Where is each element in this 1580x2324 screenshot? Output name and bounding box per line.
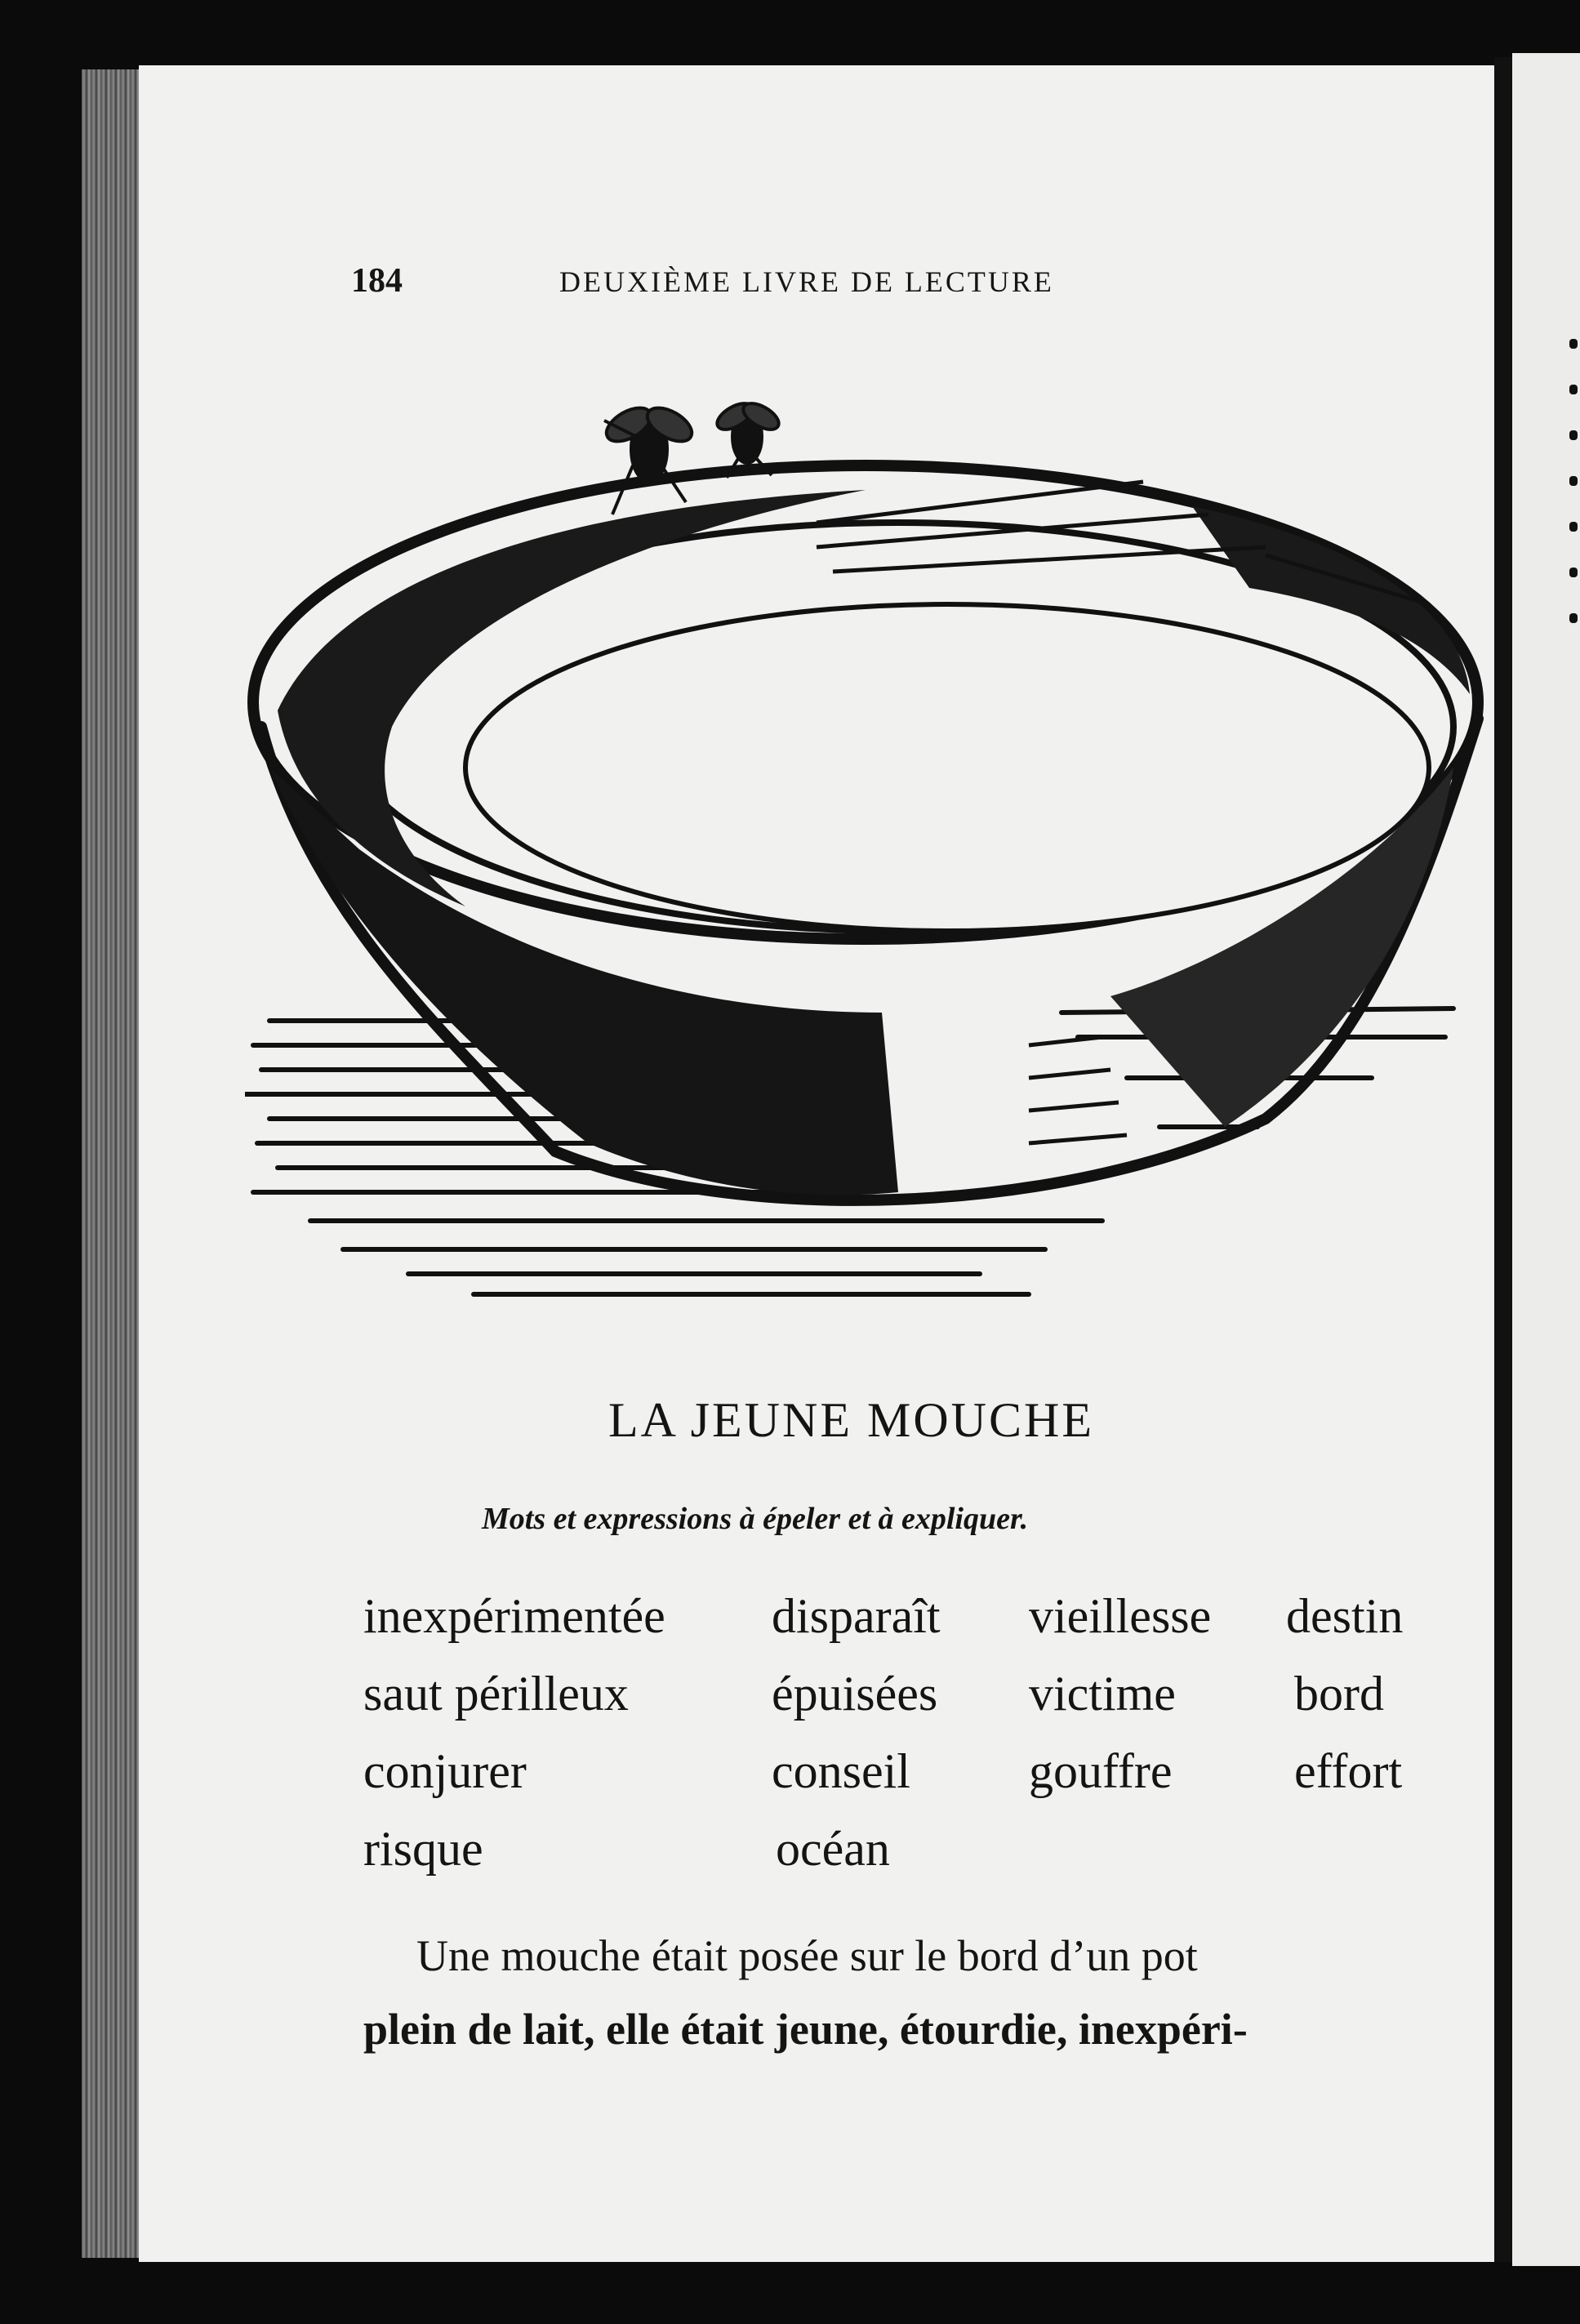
bowl-of-milk-with-two-flies-icon: [245, 343, 1502, 1323]
vocab-word: vieillesse: [1029, 1589, 1212, 1643]
vocab-word: bord: [1294, 1667, 1384, 1721]
vocabulary-list: [363, 1588, 1441, 1931]
vocab-word: disparaît: [772, 1589, 941, 1643]
facing-page-text-fragments: [1569, 339, 1578, 659]
vocab-word: gouffre: [1029, 1744, 1173, 1798]
vocab-word: risque: [363, 1822, 483, 1876]
lesson-subtitle: Mots et expressions à épeler et à expliquer.: [482, 1502, 1029, 1536]
facing-page-edge: [1512, 53, 1580, 2266]
vocab-word: océan: [776, 1822, 890, 1876]
vocab-word: inexpérimentée: [363, 1589, 665, 1643]
page-header: [351, 261, 1257, 302]
paragraph-line: Une mouche était posée sur le bord d’un pot: [416, 1931, 1198, 1980]
lesson-title: LA JEUNE MOUCHE: [608, 1393, 1094, 1447]
vocab-word: conseil: [772, 1744, 910, 1798]
vocab-word: conjurer: [363, 1744, 527, 1798]
vocab-word: effort: [1294, 1744, 1403, 1798]
vocab-word: épuisées: [772, 1667, 938, 1721]
page-number: 184: [351, 262, 403, 300]
vocab-word: saut périlleux: [363, 1667, 629, 1721]
vocab-word: victime: [1029, 1667, 1176, 1721]
vocab-word: destin: [1286, 1589, 1404, 1643]
running-title: DEUXIÈME LIVRE DE LECTURE: [559, 265, 1054, 298]
paragraph-line: plein de lait, elle était jeune, étourdie, inexpéri-: [363, 2005, 1248, 2054]
lesson-paragraph: [363, 1919, 1441, 2066]
